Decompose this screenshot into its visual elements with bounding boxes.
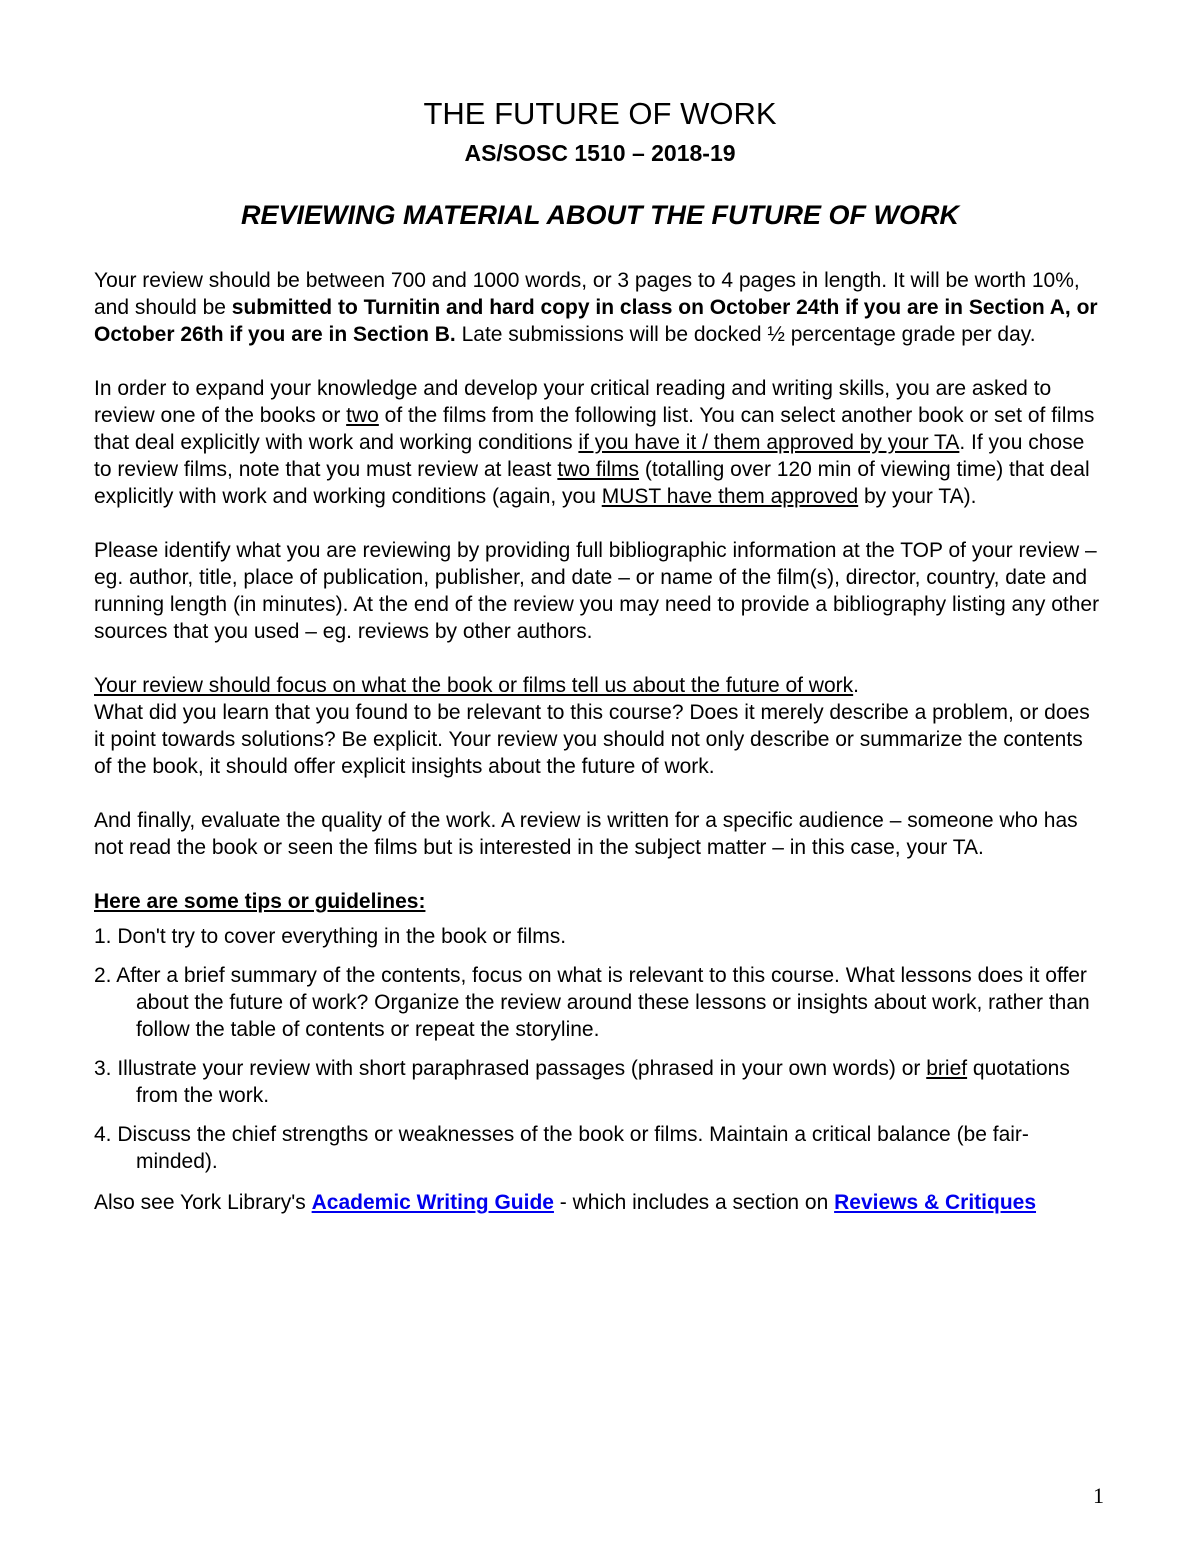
selection-underline-approved: if you have it / them approved by your TA [578, 431, 960, 454]
selection-paragraph [94, 375, 1104, 510]
tip-3-underline-brief: brief [926, 1057, 968, 1080]
tip-3-text-a: 3. Illustrate your review with short paraphrased passages (phrased in your own words) or [94, 1057, 927, 1080]
course-code: AS/SOSC 1510 – 2018-19 [464, 140, 736, 166]
selection-text-1: In order to expand your knowledge and develop your critical reading and writing skills, you are asked to review one of the books or [94, 377, 1052, 427]
intro-paragraph [94, 267, 1104, 348]
selection-text-2: of the films from the following list. You can select another book or set of films that deal explicitly with work and working conditions [94, 404, 1095, 454]
reviews-critiques-link[interactable]: Reviews & Critiques [834, 1191, 1037, 1214]
focus-text-1: . [853, 674, 859, 697]
document-body [94, 267, 1104, 1243]
focus-paragraph [94, 672, 1104, 780]
document-title: THE FUTURE OF WORK [423, 96, 777, 131]
document-subtitle: REVIEWING MATERIAL ABOUT THE FUTURE OF WORK [241, 200, 959, 230]
academic-writing-guide-link[interactable]: Academic Writing Guide [311, 1191, 554, 1214]
tips-list [94, 923, 1104, 1175]
tip-item: 2. After a brief summary of the contents, focus on what is relevant to this course. What lessons does it offer about the future of work? Organize the review around these lessons or insights about work, rather than follow the table of contents or repeat the storyline. [94, 964, 1090, 1041]
focus-underline-text: Your review should focus on what the book or films tell us about the future of work [94, 674, 854, 697]
library-note-paragraph [94, 1189, 1104, 1216]
bibliography-paragraph: Please identify what you are reviewing by providing full bibliographic information at the TOP of your review – eg. author, title, place of publication, publisher, and date – or name of the film(s), director, country, date and running length (in minutes). At the end of the review you may need to provide a bibliography listing any other sources that you used – eg. reviews by other authors. [94, 539, 1100, 643]
selection-text-3: . If you chose to review films, note that you must review at least [94, 431, 1085, 481]
tip-item [94, 1055, 1104, 1109]
selection-underline-two: two [346, 404, 379, 427]
selection-text-4: (totalling over 120 min of viewing time) that deal explicitly with work and working conditions (again, you [94, 458, 1090, 508]
intro-deadline-text: submitted to Turnitin and hard copy in class on October 24th if you are in Section A, or October 26th if you are in Section B. [94, 296, 1098, 346]
intro-text-1: Your review should be between 700 and 1000 words, or 3 pages to 4 pages in length. It will be worth 10%, and should be [94, 269, 1080, 319]
library-note-text-2: - which includes a section on [553, 1191, 835, 1214]
intro-text-3: Late submissions will be docked ½ percentage grade per day. [455, 323, 1036, 346]
library-note-text-1: Also see York Library's [94, 1191, 312, 1214]
selection-underline-two-films: two films [557, 458, 640, 481]
focus-text-2: What did you learn that you found to be relevant to this course? Does it merely describe a problem, or does it point towards solutions? Be explicit. Your review you should not only describe or summarize the contents of the book, it should offer explicit insights about the future of work. [94, 701, 1090, 778]
selection-underline-must-approve: MUST have them approved [601, 485, 859, 508]
tip-item: 4. Discuss the chief strengths or weaknesses of the book or films. Maintain a critical balance (be fair-minded). [94, 1123, 1029, 1173]
selection-text-5: by your TA). [858, 485, 977, 508]
evaluate-paragraph: And finally, evaluate the quality of the work. A review is written for a specific audience – someone who has not read the book or seen the films but is interested in the subject matter – in this case, your TA. [94, 809, 1078, 859]
tips-heading: Here are some tips or guidelines: [94, 890, 426, 913]
page-number: 1 [1093, 1483, 1104, 1508]
tip-3-text-b: quotations from the work. [136, 1057, 1070, 1107]
tip-item: 1. Don't try to cover everything in the book or films. [94, 925, 567, 948]
